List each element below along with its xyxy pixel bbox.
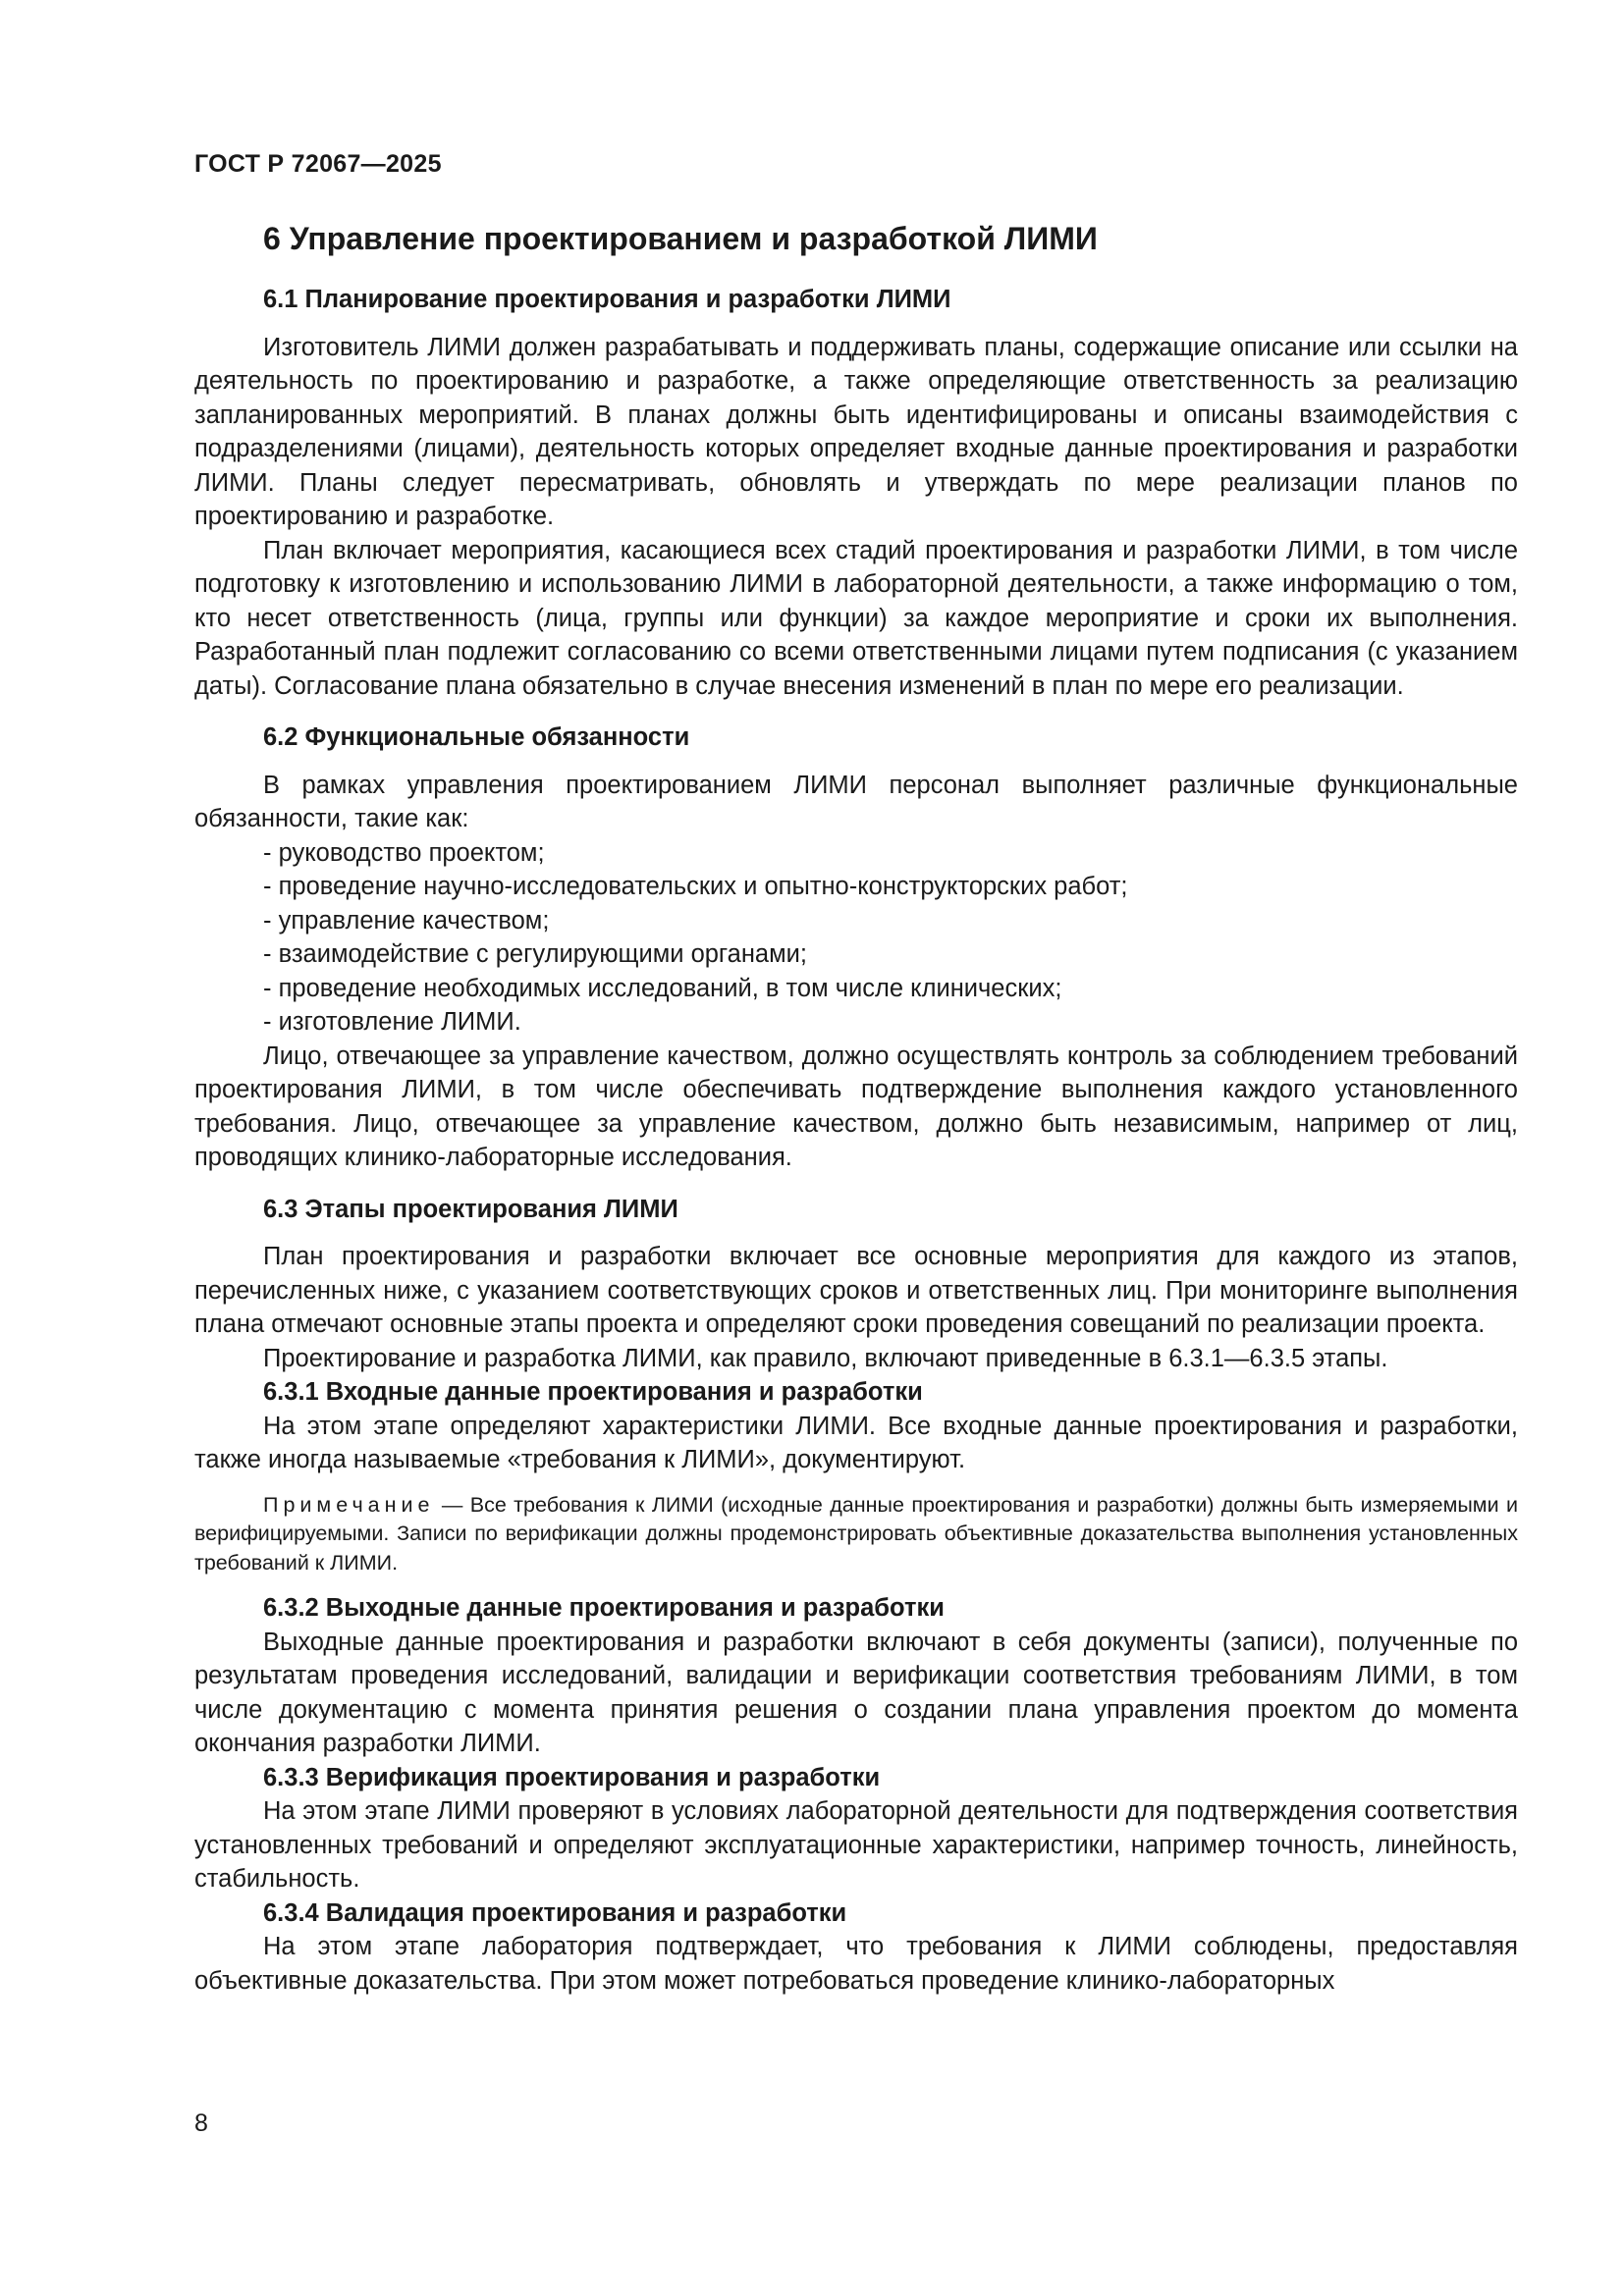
item-6-3-4-title: 6.3.4 Валидация проектирования и разработки [263,1898,847,1927]
paragraph-6-1-2: План включает мероприятия, касающиеся всех стадий проектирования и разработки ЛИМИ, в том числе подготовку к изготовлению и использованию ЛИМИ в лабораторной деятельности, а также информацию о том, кто несет ответственность (лица, группы или функции) за каждое мероприятие и сроки их выполнения. Разработанный план подлежит согласованию со всеми ответственными лицами путем подписания (с указанием даты). Согласование плана обязательно в случае внесения изменений в план по мере его реализации. [194,536,1518,700]
list-item: - проведение необходимых исследований, в том числе клинических; [263,974,1062,1002]
item-6-3-3-title: 6.3.3 Верификация проектирования и разработки [263,1763,881,1791]
document-body [194,220,1518,1998]
list-item: - управление качеством; [263,906,550,934]
subsection-6-3-title: 6.3 Этапы проектирования ЛИМИ [263,1195,678,1223]
subsection-6-1-title: 6.1 Планирование проектирования и разработки ЛИМИ [263,286,951,313]
paragraph-6-3-1: План проектирования и разработки включает все основные мероприятия для каждого из этапов, перечисленных ниже, с указанием соответствующих сроков и ответственных лиц. При мониторинге выполнения плана отмечают основные этапы проекта и определяют сроки проведения совещаний по реализации проекта. [194,1243,1518,1338]
page-number: 8 [194,2109,208,2137]
paragraph-6-3-2: Проектирование и разработка ЛИМИ, как правило, включают приведенные в 6.3.1—6.3.5 этапы. [263,1344,1388,1372]
paragraph-6-3-4-text: На этом этапе лаборатория подтверждает, что требования к ЛИМИ соблюдены, предоставляя объективные доказательства. При этом может потребоваться проведение клинико-лабораторных [194,1933,1518,1995]
standard-header: ГОСТ Р 72067—2025 [194,150,442,178]
subsection-6-2-title: 6.2 Функциональные обязанности [263,723,690,751]
paragraph-6-1-1: Изготовитель ЛИМИ должен разрабатывать и поддерживать планы, содержащие описание или ссылки на деятельность по проектированию и разработке, а также определяющие ответственность за реализацию запланированных мероприятий. В планах должны быть идентифицированы и описаны взаимодействия с подразделениями (лицами), деятельность которых определяет входные данные проектирования и разработки ЛИМИ. Планы следует пересматривать, обновлять и утверждать по мере реализации планов по проектированию и разработке. [194,333,1518,530]
list-item: - руководство проектом; [263,838,545,867]
list-item: - взаимодействие с регулирующими органами; [263,940,807,968]
list-item: - изготовление ЛИМИ. [263,1008,521,1036]
note-label: Примечание [263,1492,435,1517]
paragraph-6-2-2: Лицо, отвечающее за управление качеством, должно осуществлять контроль за соблюдением требований проектирования ЛИМИ, в том числе обеспечивать подтверждение выполнения каждого установленного требования. Лицо, отвечающее за управление качеством, должно быть независимым, например от лиц, проводящих клинико-лабораторные исследования. [194,1041,1518,1171]
section-title: 6 Управление проектированием и разработкой ЛИМИ [263,221,1098,256]
list-item: - проведение научно-исследовательских и опытно-конструкторских работ; [263,873,1128,900]
paragraph-6-3-1-text: На этом этапе определяют характеристики ЛИМИ. Все входные данные проектирования и разработки, также иногда называемые «требования к ЛИМИ», документируют. [194,1412,1518,1473]
duties-list [194,836,1518,1040]
item-6-3-2-title: 6.3.2 Выходные данные проектирования и разработки [263,1594,945,1622]
paragraph-6-3-3-text: На этом этапе ЛИМИ проверяют в условиях лабораторной деятельности для подтверждения соответствия установленных требований и определяют эксплуатационные характеристики, например точность, линейность, стабильность. [194,1797,1518,1893]
paragraph-6-2-intro: В рамках управления проектированием ЛИМИ персонал выполняет различные функциональные обязанности, такие как: [194,771,1518,832]
note [194,1491,1518,1578]
paragraph-6-3-2-text: Выходные данные проектирования и разработки включают в себя документы (записи), полученные по результатам проведения исследований, валидации и верификации соответствия требованиям ЛИМИ, в том числе документацию с момента принятия решения о создании плана управления проектом до момента окончания разработки ЛИМИ. [194,1628,1518,1757]
item-6-3-1-title: 6.3.1 Входные данные проектирования и разработки [263,1378,923,1406]
note-text: — Все требования к ЛИМИ (исходные данные проектирования и разработки) должны быть измеряемыми и верифицируемыми. Записи по верификации должны продемонстрировать объективные доказательства выполнения установленных требований к ЛИМИ. [194,1492,1518,1575]
